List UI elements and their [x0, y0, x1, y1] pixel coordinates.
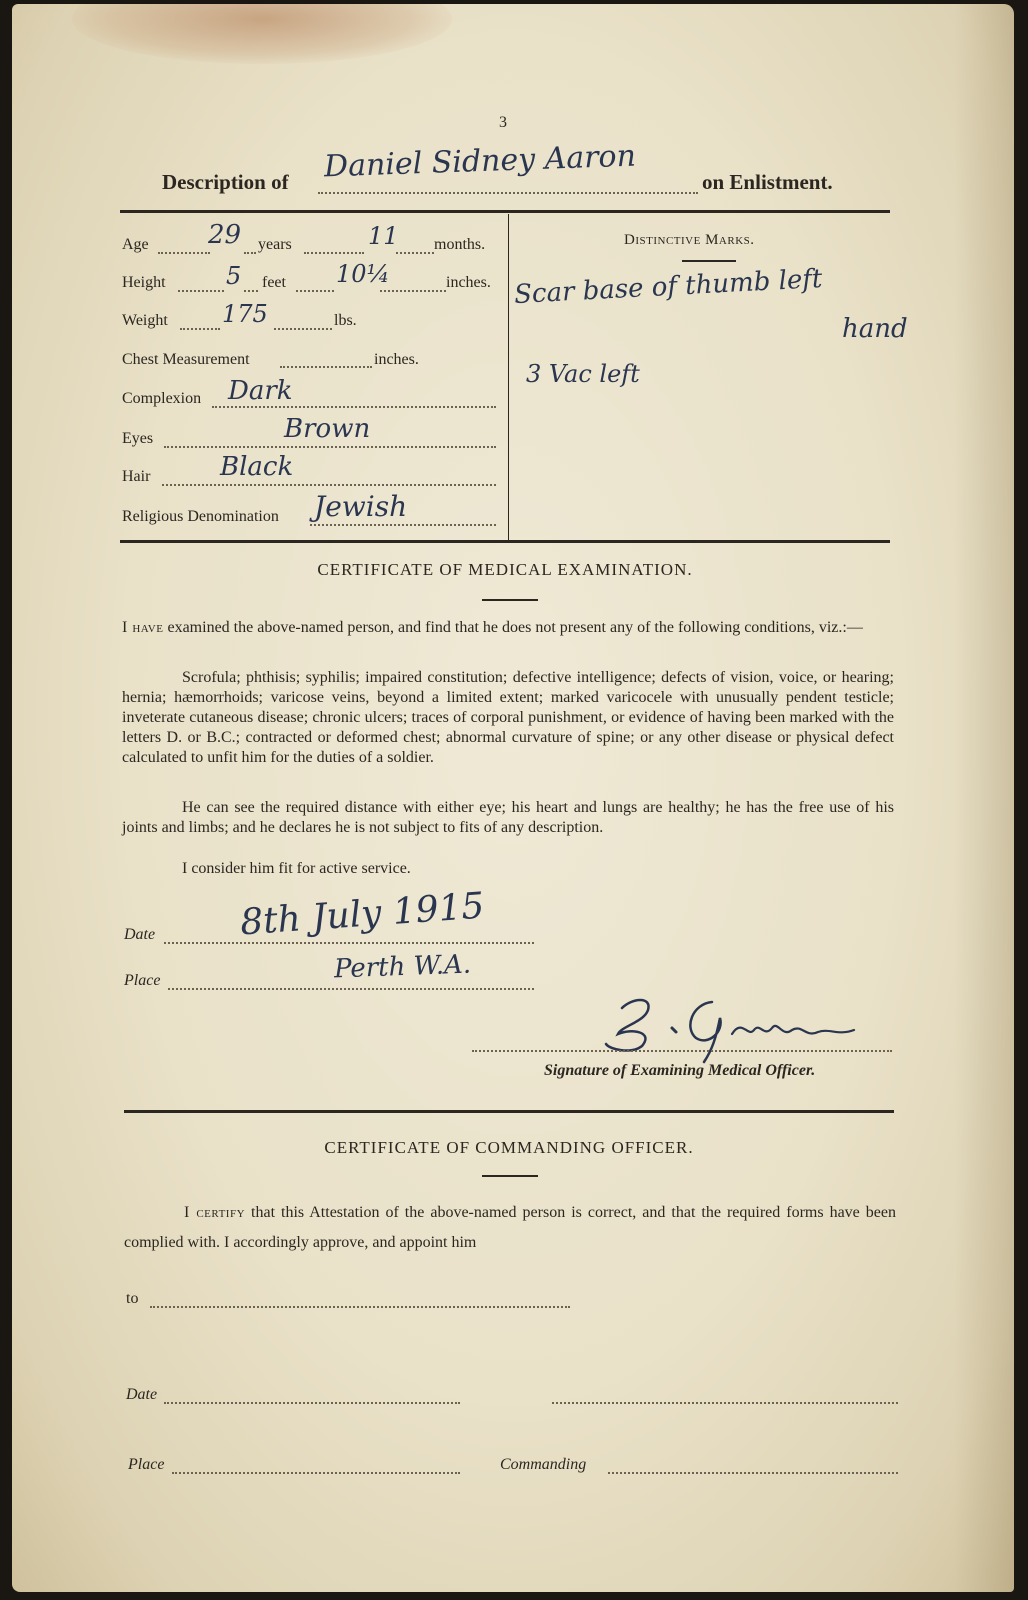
commanding-date-label: Date — [126, 1386, 158, 1403]
commanding-name-line — [608, 1472, 898, 1474]
dots — [244, 290, 258, 292]
signature-line — [472, 1050, 892, 1052]
age-months: 11 — [368, 222, 399, 250]
commanding-to-line — [150, 1306, 570, 1308]
marks-line-1: Scar base of thumb left — [513, 263, 824, 311]
table-divider — [508, 214, 509, 540]
soldier-name: Daniel Sidney Aaron — [323, 138, 637, 185]
medical-date-value: 8th July 1915 — [238, 885, 486, 944]
medical-intro-rest: examined the above-named person, and find that he does not present any of the following conditions, viz.:— — [163, 619, 863, 636]
commanding-certify-lead: I certify — [184, 1204, 246, 1221]
height-feet: 5 — [226, 262, 242, 290]
commanding-certificate-title: CERTIFICATE OF COMMANDING OFFICER. — [324, 1138, 694, 1157]
religion-label: Religious Denomination — [122, 508, 279, 525]
dots — [162, 484, 496, 486]
medical-place-line — [168, 988, 534, 990]
dots — [212, 406, 496, 408]
commanding-label: Commanding — [500, 1456, 587, 1473]
weight-label: Weight — [122, 312, 168, 329]
hair-label: Hair — [122, 468, 151, 485]
medical-place-value: Perth W.A. — [333, 949, 472, 985]
eyes-value: Brown — [284, 414, 371, 444]
medical-place-label: Place — [124, 972, 161, 989]
commanding-sign-line — [552, 1402, 898, 1404]
dots — [180, 328, 220, 330]
medical-title-underline — [482, 599, 538, 601]
hair-value: Black — [220, 452, 294, 482]
description-prefix: Description of — [162, 170, 289, 194]
months-label: months. — [434, 236, 486, 253]
age-label: Age — [122, 236, 149, 253]
medical-date-label: Date — [124, 926, 156, 943]
water-stain — [72, 4, 452, 64]
name-dotted-line — [318, 192, 698, 194]
signature-label: Signature of Examining Medical Officer. — [544, 1062, 816, 1079]
complexion-label: Complexion — [122, 390, 202, 407]
height-label: Height — [122, 274, 166, 291]
chest-label: Chest Measurement — [122, 351, 250, 368]
marks-heading-underline — [682, 260, 736, 262]
commanding-place-line — [172, 1472, 460, 1474]
complexion-value: Dark — [228, 376, 293, 406]
dots — [178, 290, 224, 292]
medical-conditions: Scrofula; phthisis; syphilis; impaired constitution; defective intelligence; defects of vision, voice, or hearing; hernia; hæmorrhoids; varicose veins, beyond a limited extent; marked varicocele with unusually pendent testicle; inveterate cutaneous disease; chronic ulcers; traces of corporal punishment, or evidence of having been marked with the letters D. or B.C.; contracted or deformed chest; abnormal curvature of spine; or any other disease or physical defect calculated to unfit him for the duties of a soldier. — [122, 669, 894, 766]
age-years: 29 — [208, 220, 242, 250]
commanding-place-label: Place — [128, 1456, 165, 1473]
medical-intro — [122, 618, 894, 638]
medical-fit: I consider him fit for active service. — [182, 860, 411, 877]
chest-inches-label: inches. — [374, 351, 419, 368]
page-number: 3 — [499, 114, 507, 131]
medical-certificate-title: CERTIFICATE OF MEDICAL EXAMINATION. — [317, 560, 693, 579]
commanding-certify-rest: that this Attestation of the above-named person is correct, and that the required forms have been complied with. I accordingly approve, and appoint him — [124, 1204, 896, 1251]
dots — [396, 252, 434, 254]
commanding-date-line — [164, 1402, 460, 1404]
years-label: years — [258, 236, 292, 253]
page-edge-shadow — [954, 4, 1014, 1592]
commanding-certify — [124, 1198, 896, 1258]
lbs-label: lbs. — [334, 312, 357, 329]
religion-value: Jewish — [314, 490, 408, 523]
commanding-to-label: to — [126, 1290, 139, 1307]
dots — [380, 290, 446, 292]
dots — [310, 524, 496, 526]
dots — [244, 252, 256, 254]
dots — [164, 446, 496, 448]
dots — [304, 252, 364, 254]
dots — [280, 366, 372, 368]
medical-officer-signature — [592, 988, 872, 1068]
medical-intro-lead: I have — [122, 619, 164, 636]
height-inches: 10¼ — [336, 260, 390, 288]
distinctive-marks-heading: Distinctive Marks. — [624, 232, 755, 248]
medical-sight: He can see the required distance with either eye; his heart and lungs are healthy; he has the free use of his joints and limbs; and he declares he is not subject to fits of any description. — [122, 799, 894, 836]
table-bottom-rule — [120, 540, 890, 543]
dots — [274, 328, 332, 330]
dots — [158, 252, 210, 254]
marks-line-3: 3 Vac left — [526, 360, 640, 388]
medical-date-line — [164, 942, 534, 944]
dots — [296, 290, 334, 292]
description-suffix: on Enlistment. — [702, 170, 833, 194]
feet-label: feet — [262, 274, 286, 291]
eyes-label: Eyes — [122, 430, 154, 447]
commanding-title-underline — [482, 1175, 538, 1177]
section-divider — [124, 1110, 894, 1113]
weight-value: 175 — [222, 300, 268, 328]
marks-line-2: hand — [842, 314, 908, 344]
inches-label: inches. — [446, 274, 491, 291]
attestation-page — [12, 4, 1014, 1592]
table-top-rule — [120, 210, 890, 213]
